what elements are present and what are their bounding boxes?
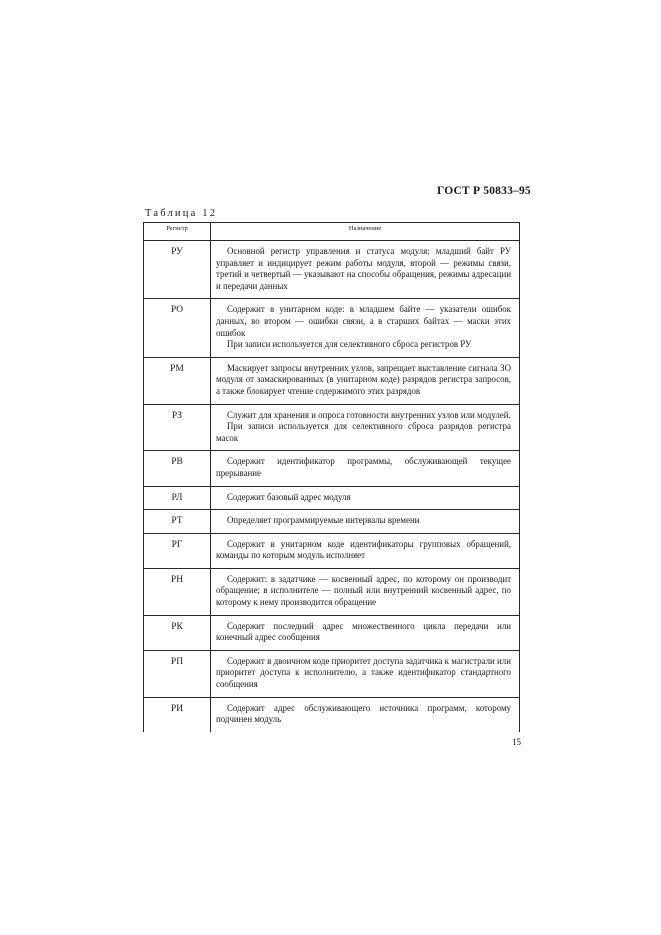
table-row xyxy=(144,697,520,732)
table-row xyxy=(144,615,520,650)
table-row xyxy=(144,299,520,357)
column-header-purpose: Назначение xyxy=(211,223,520,241)
register-name: РО xyxy=(144,299,211,357)
register-table xyxy=(143,222,520,732)
table-row xyxy=(144,404,520,451)
description-paragraph: Служит для хранения и опроса готовности внутренних узлов или модулей. xyxy=(227,409,511,420)
table-header-row xyxy=(144,223,520,241)
table-row xyxy=(144,533,520,568)
table-caption: Таблица 12 xyxy=(145,208,218,219)
table-row xyxy=(144,486,520,510)
description-paragraph: Содержит в двоичном коде приоритет доступа задатчика к магистрали или приоритет доступа к исполнителю, а также идентификатор стандартного сообщения xyxy=(216,655,511,690)
register-name: РК xyxy=(144,615,211,650)
register-description xyxy=(211,404,520,451)
register-name: РП xyxy=(144,650,211,697)
table-row xyxy=(144,241,520,299)
register-description xyxy=(211,357,520,404)
register-description xyxy=(211,451,520,486)
table-row xyxy=(144,357,520,404)
description-paragraph: Содержит последний адрес множественного цикла передачи или конечный адрес сообщения xyxy=(216,620,511,643)
column-header-register: Регистр xyxy=(144,223,211,241)
description-paragraph: Содержит идентификатор программы, обслуживающей текущее прерывание xyxy=(216,456,511,478)
description-paragraph: Содержит адрес обслуживающего источника программ, которому подчинен модуль xyxy=(216,702,511,725)
document-code: ГОСТ Р 50833–95 xyxy=(437,185,531,197)
register-description xyxy=(211,697,520,732)
description-paragraph: Содержит в унитарном коде идентификаторы групповых обращений, команды по которым модуль исполняет xyxy=(216,538,511,561)
register-description xyxy=(211,568,520,615)
register-name: РН xyxy=(144,568,211,615)
register-name: РМ xyxy=(144,357,211,404)
table-row xyxy=(144,568,520,615)
register-name: РГ xyxy=(144,533,211,568)
description-paragraph: Определяет программируемые интервалы времени xyxy=(227,515,420,526)
description-paragraph: При записи используется для селективного сброса регистров РУ xyxy=(227,339,472,350)
register-description xyxy=(211,486,520,510)
register-name: РВ xyxy=(144,451,211,486)
description-paragraph: Основной регистр управления и статуса модуля; младший байт РУ управляет и индицирует режим работы модуля, второй — режимы связи, третий и четвертый — указывают на способы обращения, режимы адресации и передачи данных xyxy=(216,246,511,291)
register-name: РИ xyxy=(144,697,211,732)
page-number: 15 xyxy=(512,737,521,747)
description-paragraph: Содержит в унитарном коде: в младшем байте — указатели ошибок данных, во втором — ошибки связи, а в старших байтах — маски этих ошибок xyxy=(216,304,511,338)
register-description xyxy=(211,533,520,568)
register-description xyxy=(211,615,520,650)
register-description xyxy=(211,510,520,534)
description-paragraph: Содержит базовый адрес модуля xyxy=(227,491,351,502)
table-row xyxy=(144,451,520,486)
description-paragraph: При записи используется для селективного сброса разрядов регистра масок xyxy=(216,421,511,443)
register-name: РТ xyxy=(144,510,211,534)
register-description xyxy=(211,241,520,299)
register-name: РЛ xyxy=(144,486,211,510)
register-name: РУ xyxy=(144,241,211,299)
register-description xyxy=(211,299,520,357)
table-row xyxy=(144,510,520,534)
description-paragraph: Содержит: в задатчике — косвенный адрес, по которому он производит обращение; в исполнителе — полный или внутренний косвенный адрес, по которому к нему производится обращение xyxy=(216,573,511,608)
register-description xyxy=(211,650,520,697)
register-name: РЗ xyxy=(144,404,211,451)
description-paragraph: Маскирует запросы внутренних узлов, запрещает выставление сигнала ЗО модуля от замаскированных (в унитарном коде) разрядов регистра запросов, а также блокирует чтение содержимого этих разрядов xyxy=(216,362,511,396)
table-row xyxy=(144,650,520,697)
